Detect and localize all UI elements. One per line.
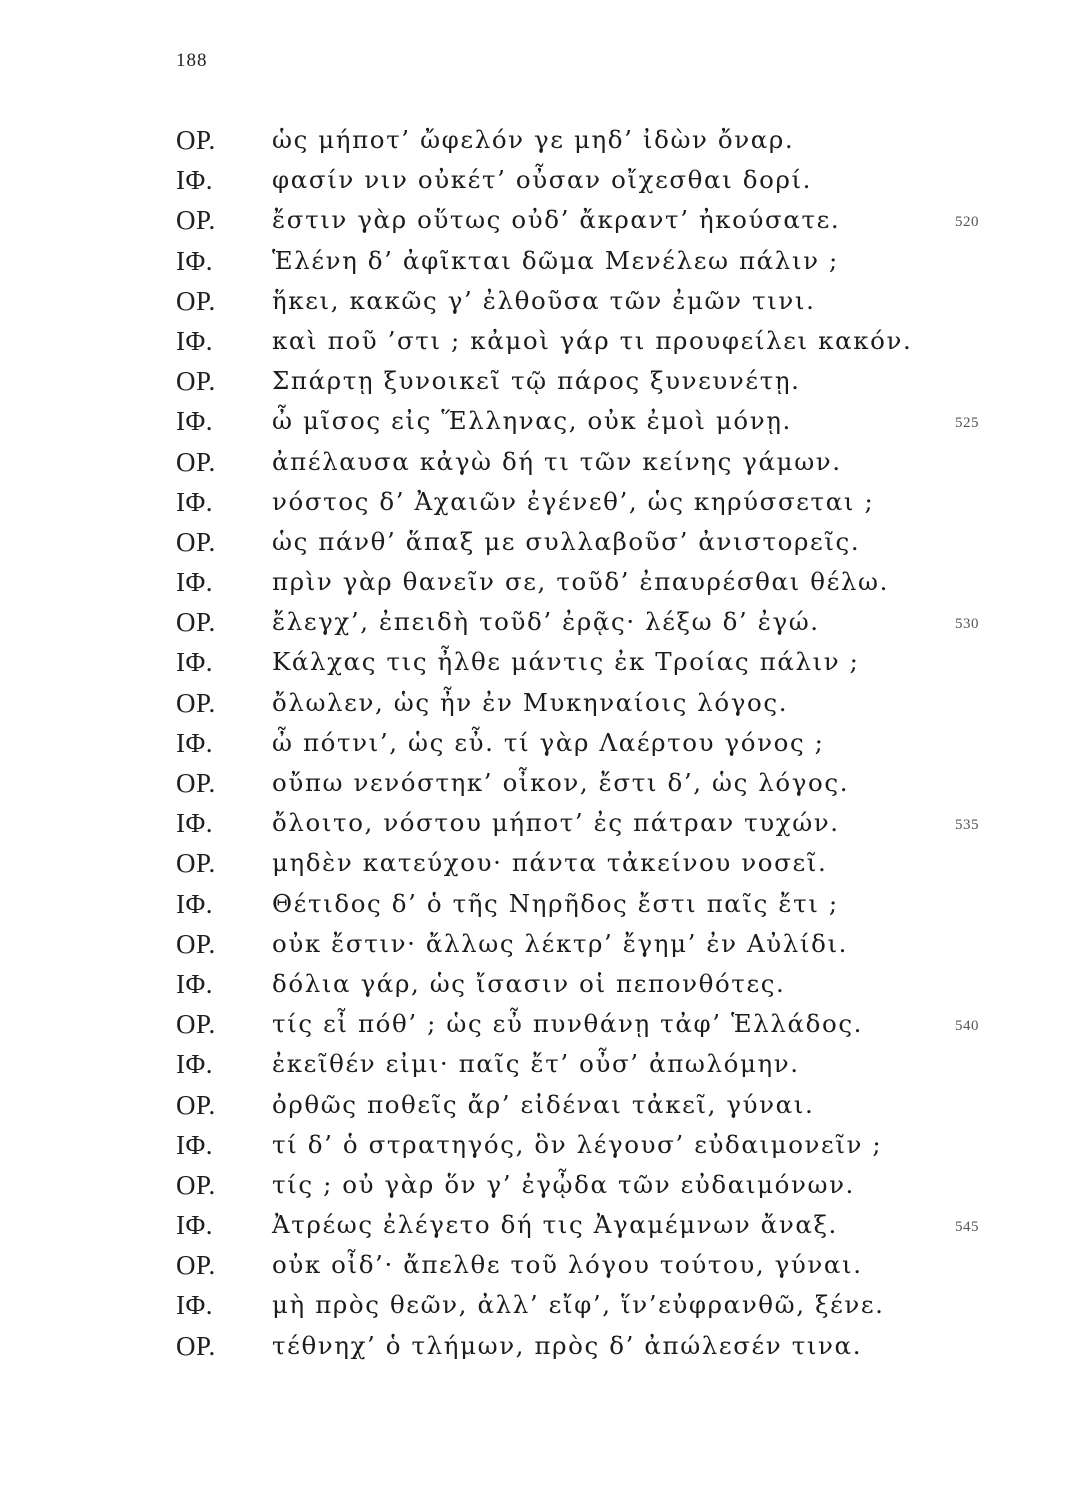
verse-line	[0, 361, 1086, 401]
verse-line	[0, 522, 1086, 562]
verse-text: ἐκεῖθέν εἰμι· παῖς ἔτ’ οὖσ’ ἀπωλόμην.	[272, 1049, 800, 1079]
verse-text: οὔπω νενόστηκ’ οἶκον, ἔστι δ’, ὡς λόγος.	[272, 768, 850, 797]
speaker-label: ΟΡ.	[176, 526, 216, 557]
verse-line	[0, 120, 1086, 160]
verse-line	[0, 843, 1086, 883]
verse-line	[0, 1085, 1086, 1125]
speaker-label: ΙΦ.	[176, 486, 213, 517]
speaker-label: ΟΡ.	[176, 366, 216, 397]
speaker-label: ΟΡ.	[176, 285, 216, 316]
line-number: 545	[955, 1219, 979, 1236]
verse-line	[0, 482, 1086, 522]
verse-line	[0, 924, 1086, 964]
speaker-label: ΙΦ.	[176, 406, 213, 437]
line-number: 535	[955, 817, 979, 834]
speaker-label: ΙΦ.	[176, 1290, 213, 1321]
speaker-label: ΟΡ.	[176, 1089, 216, 1120]
speaker-label: ΟΡ.	[176, 205, 216, 236]
speaker-label: ΟΡ.	[176, 687, 216, 718]
verse-line	[0, 160, 1086, 200]
verse-line	[0, 321, 1086, 361]
speaker-label: ΙΦ.	[176, 325, 213, 356]
speaker-label: ΙΦ.	[176, 245, 213, 276]
verse-text: μηδὲν κατεύχου· πάντα τἀκείνου νοσεῖ.	[272, 848, 828, 878]
line-number: 520	[955, 214, 979, 231]
line-number: 540	[955, 1018, 979, 1035]
verse-line	[0, 763, 1086, 803]
verse-text: δόλια γάρ, ὡς ἴσασιν οἱ πεπονθότες.	[272, 968, 786, 998]
speaker-label: ΟΡ.	[176, 1009, 216, 1040]
verse-text: ἔστιν γὰρ οὕτως οὐδ’ ἄκραντ’ ἠκούσατε.	[272, 205, 841, 235]
verse-text: ὦ μῖσος εἰς Ἕλληνας, οὐκ ἐμοὶ μόνῃ.	[272, 406, 792, 436]
verse-text: ἥκει, κακῶς γ’ ἐλθοῦσα τῶν ἐμῶν τινι.	[272, 285, 816, 315]
speaker-label: ΙΦ.	[176, 1129, 213, 1160]
speaker-label: ΟΡ.	[176, 1250, 216, 1281]
verse-line	[0, 1326, 1086, 1366]
verse-text: ὡς πάνθ’ ἅπαξ με συλλαβοῦσ’ ἀνιστορεῖς.	[272, 526, 861, 556]
speaker-label: ΟΡ.	[176, 1330, 216, 1361]
verse-line	[0, 1125, 1086, 1165]
verse-text: φασίν νιν οὐκέτ’ οὖσαν οἴχεσθαι δορί.	[272, 165, 813, 195]
verse-text: ἀπέλαυσα κἀγὼ δή τι τῶν κείνης γάμων.	[272, 446, 842, 476]
verse-text: ὄλωλεν, ὡς ἦν ἐν Μυκηναίοις λόγος.	[272, 687, 789, 717]
verse-line	[0, 1044, 1086, 1084]
verse-line	[0, 723, 1086, 763]
verse-text: τί δ’ ὁ στρατηγός, ὃν λέγουσ’ εὐδαιμονεῖν ;	[272, 1129, 883, 1159]
speaker-label: ΙΦ.	[176, 727, 213, 758]
verse-line	[0, 241, 1086, 281]
verse-text: Ἀτρέως ἐλέγετο δή τις Ἀγαμέμνων ἄναξ.	[272, 1210, 838, 1240]
verse-text: οὐκ οἶδ’· ἄπελθε τοῦ λόγου τούτου, γύναι.	[272, 1250, 863, 1280]
verse-line	[0, 1004, 1086, 1044]
verse-line	[0, 803, 1086, 843]
verse-line	[0, 602, 1086, 642]
line-number: 530	[955, 616, 979, 633]
verse-block	[0, 120, 1086, 1366]
verse-line	[0, 1205, 1086, 1245]
speaker-label: ΙΦ.	[176, 968, 213, 999]
verse-line	[0, 683, 1086, 723]
verse-text: τέθνηχ’ ὁ τλήμων, πρὸς δ’ ἀπώλεσέν τινα.	[272, 1330, 863, 1360]
verse-text: Ἑλένη δ’ ἀφῖκται δῶμα Μενέλεω πάλιν ;	[272, 245, 839, 275]
speaker-label: ΟΡ.	[176, 607, 216, 638]
verse-text: ὡς μήποτ’ ὤφελόν γε μηδ’ ἰδὼν ὄναρ.	[272, 125, 795, 154]
verse-text: Κάλχας τις ἦλθε μάντις ἐκ Τροίας πάλιν ;	[272, 647, 860, 677]
verse-text: τίς εἶ πόθ’ ; ὡς εὖ πυνθάνῃ τἀφ’ Ἑλλάδος.	[272, 1009, 864, 1039]
speaker-label: ΟΡ.	[176, 848, 216, 879]
speaker-label: ΙΦ.	[176, 1210, 213, 1241]
line-number: 525	[955, 415, 979, 432]
verse-text: Θέτιδος δ’ ὁ τῆς Νηρῆδος ἔστι παῖς ἔτι ;	[272, 888, 839, 918]
speaker-label: ΙΦ.	[176, 567, 213, 598]
verse-line	[0, 1165, 1086, 1205]
verse-line	[0, 884, 1086, 924]
verse-text: ὦ πότνι’, ὡς εὖ. τί γὰρ Λαέρτου γόνος ;	[272, 727, 825, 757]
speaker-label: ΙΦ.	[176, 165, 213, 196]
speaker-label: ΙΦ.	[176, 1049, 213, 1080]
verse-text: ὄλοιτο, νόστου μήποτ’ ἐς πάτραν τυχών.	[272, 808, 840, 838]
verse-text: Σπάρτῃ ξυνοικεῖ τῷ πάρος ξυνευνέτῃ.	[272, 366, 801, 396]
verse-line	[0, 1285, 1086, 1325]
speaker-label: ΟΡ.	[176, 446, 216, 477]
verse-text: οὐκ ἔστιν· ἄλλως λέκτρ’ ἔγημ’ ἐν Αὐλίδι.	[272, 928, 849, 958]
verse-line	[0, 442, 1086, 482]
speaker-label: ΟΡ.	[176, 928, 216, 959]
verse-line	[0, 642, 1086, 682]
verse-text: ἔλεγχ’, ἐπειδὴ τοῦδ’ ἐρᾷς· λέξω δ’ ἐγώ.	[272, 607, 820, 637]
verse-line	[0, 964, 1086, 1004]
page-number: 188	[176, 50, 208, 71]
verse-text: τίς ; οὐ γὰρ ὅν γ’ ἐγᾦδα τῶν εὐδαιμόνων.	[272, 1169, 855, 1199]
verse-line	[0, 562, 1086, 602]
verse-line	[0, 401, 1086, 441]
verse-line	[0, 1245, 1086, 1285]
speaker-label: ΟΡ.	[176, 125, 216, 155]
speaker-label: ΙΦ.	[176, 888, 213, 919]
speaker-label: ΙΦ.	[176, 808, 213, 839]
verse-text: πρὶν γὰρ θανεῖν σε, τοῦδ’ ἐπαυρέσθαι θέλω.	[272, 567, 889, 597]
verse-line	[0, 281, 1086, 321]
verse-text: μὴ πρὸς θεῶν, ἀλλ’ εἴφ’, ἵν’εὐφρανθῶ, ξένε.	[272, 1290, 885, 1320]
speaker-label: ΟΡ.	[176, 768, 216, 798]
verse-text: ὀρθῶς ποθεῖς ἄρ’ εἰδέναι τἀκεῖ, γύναι.	[272, 1089, 815, 1119]
verse-text: καὶ ποῦ ’στι ; κἀμοὶ γάρ τι προυφείλει κακόν.	[272, 325, 913, 355]
verse-line	[0, 200, 1086, 240]
verse-text: νόστος δ’ Ἀχαιῶν ἐγένεθ’, ὡς κηρύσσεται ;	[272, 486, 875, 516]
speaker-label: ΟΡ.	[176, 1169, 216, 1200]
speaker-label: ΙΦ.	[176, 647, 213, 678]
